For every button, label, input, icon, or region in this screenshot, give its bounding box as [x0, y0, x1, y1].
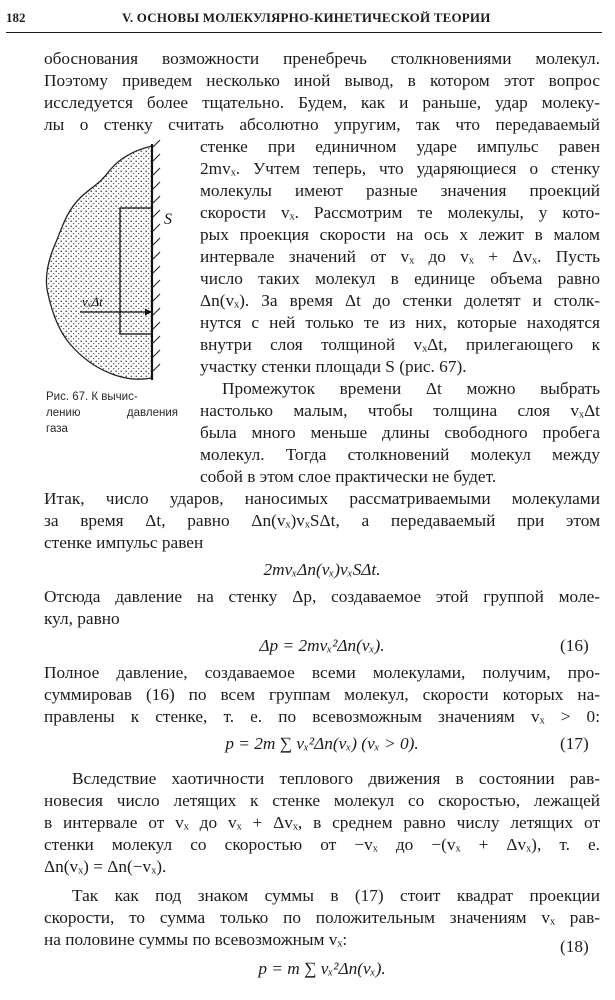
text-line: обоснования возможности пренебречь столкновениями молекул.: [44, 49, 600, 68]
text-line: стенке при единичном ударе импульс равен: [200, 137, 600, 156]
text-line: новесия число летящих к стенке молекул со скоростью, лежащей: [44, 791, 600, 810]
text-line: скорости, то сумма только по положительным значениям vₓ рав-: [44, 908, 600, 927]
equation: 2mvₓΔn(vₓ)vₓSΔt.: [263, 560, 381, 579]
page-header: [6, 10, 606, 32]
text-line: скорости vₓ. Рассмотрим те молекулы, у кото-: [200, 203, 600, 222]
text-line: участку стенки площади S (рис. 67).: [200, 357, 467, 376]
text-line: Так как под знаком суммы в (17) стоит квадрат проекции: [72, 886, 600, 905]
figure-caption-line: Рис. 67. К вычис-: [46, 391, 138, 403]
text-line: Δn(vₓ). За время Δt до стенки долетят и столк-: [200, 291, 600, 310]
equation: p = 2m ∑ vₓ²Δn(vₓ) (vₓ > 0).: [225, 734, 419, 753]
text-line: стенки молекул со скоростью от −vₓ до −(vₓ + Δvₓ), т. е.: [44, 835, 600, 854]
text-line: Полное давление, создаваемое всеми молекулами, получим, про-: [44, 663, 600, 682]
text-line: интервале значений от vₓ до vₓ + Δvₓ. Пусть: [200, 247, 600, 266]
text-line: Поэтому приведем несколько иной вывод, в котором этот вопрос: [44, 71, 600, 90]
text-line: число таких молекул в единице объема равно: [200, 269, 600, 288]
text-line: в интервале от vₓ до vₓ + Δvₓ, в среднем равно числу летящих от: [44, 813, 600, 832]
text-line: настолько малым, чтобы толщина слоя vₓΔt: [200, 401, 600, 420]
header-rule: [6, 32, 602, 33]
label-layer-thickness: vₓΔt: [82, 294, 103, 309]
text-line: за время Δt, равно Δn(vₓ)vₓSΔt, а передаваемый при этом: [44, 511, 600, 530]
equation-number: (16): [560, 636, 589, 655]
text-line: Итак, число ударов, наносимых рассматриваемыми молекулами: [44, 489, 600, 508]
text-line: суммировав (16) по всем группам молекул, скорости которых на-: [44, 685, 600, 704]
text-line: Вследствие хаотичности теплового движения в состоянии рав-: [72, 769, 600, 788]
text-line: стенке импульс равен: [44, 533, 204, 552]
text-line: Отсюда давление на стенку Δp, создаваемое этой группой моле-: [44, 587, 600, 606]
text-line: собой в этом слое практически не будет.: [200, 467, 497, 486]
text-line: 2mvₓ. Учтем теперь, что ударяющиеся о стенку: [200, 159, 600, 178]
text-line: молекулы имеют разные значения проекций: [200, 181, 600, 200]
label-area-s: S: [164, 211, 172, 228]
equation: p = m ∑ vₓ²Δn(vₓ).: [258, 959, 386, 978]
page-number: 182: [6, 10, 26, 25]
text-line: правлены к стенке, т. е. по всевозможным значениям vₓ > 0:: [44, 707, 600, 726]
equation-number: (18): [560, 937, 589, 956]
figure-caption-line: газа: [46, 423, 68, 435]
figure-67: [40, 140, 180, 386]
equation-number: (17): [560, 734, 589, 753]
text-line: молекул. Тогда столкновений молекул между: [200, 445, 600, 464]
text-line: Промежуток времени Δt можно выбрать: [222, 379, 600, 398]
text-line: лы о стенку считать абсолютно упругим, так что передаваемый: [44, 115, 600, 134]
text-line: нутся с ней только те из них, которые находятся: [200, 313, 600, 332]
figure-caption-line: лению давления: [46, 407, 178, 419]
gas-region: [46, 146, 152, 379]
text-line: кул, равно: [44, 609, 120, 628]
text-line: исследуется более тщательно. Будем, как и раньше, удар молеку-: [44, 93, 600, 112]
text-line: рых проекция скорости на ось x лежит в малом: [200, 225, 600, 244]
chapter-title: V. ОСНОВЫ МОЛЕКУЛЯРНО-КИНЕТИЧЕСКОЙ ТЕОРИИ: [122, 10, 491, 25]
text-line: была много меньше длины свободного пробега: [200, 423, 600, 442]
equation: Δp = 2mvₓ²Δn(vₓ).: [259, 636, 385, 655]
text-line: на половине суммы по всевозможным vₓ:: [44, 930, 348, 949]
text-line: внутри слоя толщиной vₓΔt, прилегающего к: [200, 335, 600, 354]
text-line: Δn(vₓ) = Δn(−vₓ).: [44, 857, 167, 876]
wall: [152, 140, 160, 380]
